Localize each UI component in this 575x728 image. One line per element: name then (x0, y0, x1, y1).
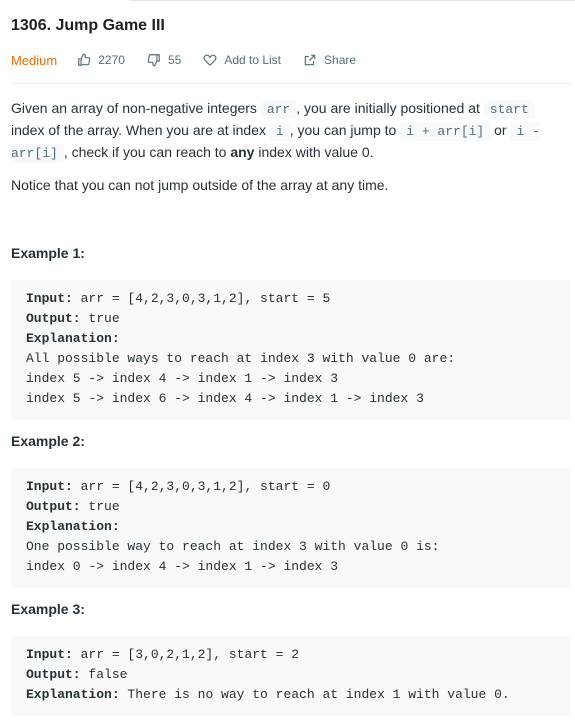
example-1-title: Example 1: (11, 245, 85, 261)
example-2-title: Example 2: (11, 433, 85, 449)
add-to-list-label: Add to List (224, 53, 282, 67)
example-3-title: Example 3: (11, 601, 85, 617)
problem-meta-bar (11, 51, 378, 69)
example-3-box: Input: arr = [3,0,2,1,2], start = 2 Output: false Explanation: There is no way to reach at index 1 with value 0. (11, 636, 571, 716)
code-start: start (484, 100, 535, 119)
code-i-minus: i - arr[i] (11, 124, 540, 161)
difficulty-label: Medium (11, 52, 58, 68)
problem-title: 1306. Jump Game III (11, 17, 165, 34)
notice-paragraph: Notice that you can not jump outside of the array at any time. (11, 177, 389, 193)
example-1-box: Input: arr = [4,2,3,0,3,1,2], start = 5 Output: true Explanation: All possible ways to reach at index 3 with value 0 are: index 5 -> index 4 -> index 1 -> index 3 index 5 -> index 6 -> index 4 -> index 1 -> index 3 (11, 280, 571, 420)
add-to-list-button[interactable] (203, 53, 281, 67)
share-label: Share (324, 53, 357, 67)
dislike-button[interactable] (147, 53, 181, 67)
like-button[interactable] (77, 53, 125, 67)
problem-description (11, 98, 571, 164)
thumbs-up-icon (77, 53, 91, 67)
meta-divider (11, 83, 571, 84)
heart-icon (203, 53, 217, 67)
dislike-count: 55 (167, 53, 182, 67)
code-i: i (270, 122, 290, 141)
share-button[interactable] (303, 53, 356, 67)
code-i-plus: i + arr[i] (400, 122, 490, 141)
description-paragraph: Given an array of non-negative integers arr , you are initially positioned at start index of the array. When you are at index i , you can jump to i + arr[i] or i - arr[i] , check if you can reach to any index with value 0. (11, 100, 540, 161)
thumbs-down-icon (147, 53, 161, 67)
code-arr: arr (261, 100, 296, 119)
bold-any: any (230, 144, 255, 160)
share-icon (303, 53, 317, 67)
example-2-box: Input: arr = [4,2,3,0,3,1,2], start = 0 Output: true Explanation: One possible way to reach at index 3 with value 0 is: index 0 -> index 4 -> index 1 -> index 3 (11, 468, 571, 588)
top-divider (130, 0, 575, 1)
like-count: 2270 (98, 53, 125, 67)
